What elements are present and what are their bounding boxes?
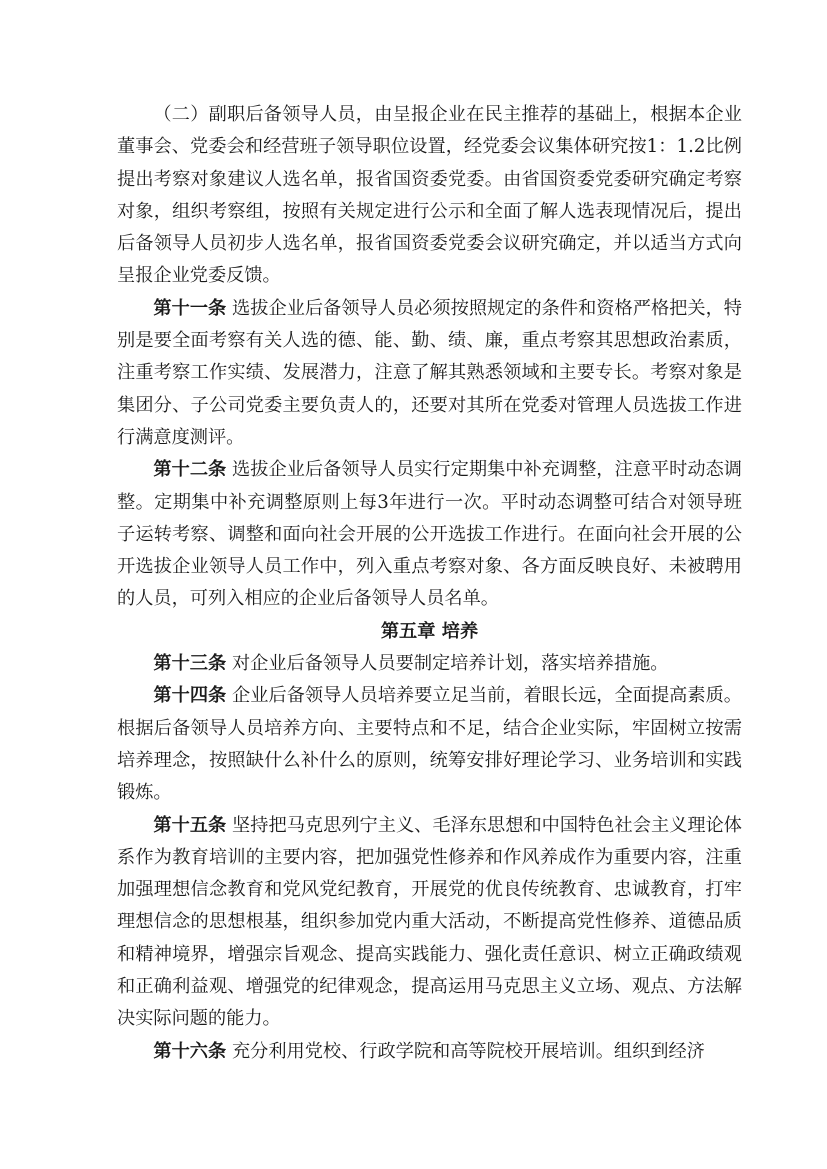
- article-number: 第十二条: [153, 459, 227, 481]
- article-11: [117, 293, 742, 454]
- article-text: 充分利用党校、行政学院和高等院校开展培训。组织到经济: [226, 1040, 705, 1062]
- paragraph-text: （二）副职后备领导人员，由呈报企业在民主推荐的基础上，根据本企业董事会、党委会和经营班子领导职位设置，经党委会议集体研究按1：1.2比例提出考察对象建议人选名单，报省国资委党委。由省国资委党委研究确定考察对象，组织考察组，按照有关规定进行公示和全面了解人选表现情况后，提出后备领导人员初步人选名单，报省国资委党委会议研究确定，并以适当方式向呈报企业党委反馈。: [117, 104, 742, 287]
- article-text: 企业后备领导人员培养要立足当前，着眼长远，全面提高素质。根据后备领导人员培养方向、主要特点和不足，结合企业实际，牢固树立按需培养理念，按照缺什么补什么的原则，统筹安排好理论学习、业务培训和实践锻炼。: [117, 685, 742, 804]
- article-15: [117, 810, 742, 1036]
- article-13: [117, 648, 742, 680]
- article-number: 第十一条: [153, 297, 227, 319]
- document-body: [117, 99, 742, 1068]
- article-number: 第十四条: [153, 685, 227, 707]
- article-16: [117, 1036, 742, 1068]
- article-12: [117, 454, 742, 615]
- article-number: 第十三条: [153, 653, 227, 675]
- article-text: 坚持把马克思列宁主义、毛泽东思想和中国特色社会主义理论体系作为教育培训的主要内容，把加强党性修养和作风养成作为重要内容，注重加强理想信念教育和党风党纪教育，开展党的优良传统教育、忠诚教育，打牢理想信念的思想根基，组织参加党内重大活动，不断提高党性修养、道德品质和精神境界，增强宗旨观念、提高实践能力、强化责任意识、树立正确政绩观和正确利益观、增强党的纪律观念，提高运用马克思主义立场、观点、方法解决实际问题的能力。: [117, 814, 742, 1030]
- article-number: 第十五条: [153, 814, 227, 836]
- paragraph-deputy-reserve: [117, 99, 742, 293]
- article-number: 第十六条: [153, 1040, 227, 1062]
- chapter-heading: 第五章 培养: [380, 620, 479, 642]
- article-text: 选拔企业后备领导人员必须按照规定的条件和资格严格把关，特别是要全面考察有关人选的德、能、勤、绩、廉，重点考察其思想政治素质，注重考察工作实绩、发展潜力，注意了解其熟悉领域和主要专长。考察对象是集团分、子公司党委主要负责人的，还要对其所在党委对管理人员选拔工作进行满意度测评。: [117, 297, 742, 448]
- article-14: [117, 680, 742, 809]
- article-text: 选拔企业后备领导人员实行定期集中补充调整，注意平时动态调整。定期集中补充调整原则上每3年进行一次。平时动态调整可结合对领导班子运转考察、调整和面向社会开展的公开选拔工作进行。在面向社会开展的公开选拔企业领导人员工作中，列入重点考察对象、各方面反映良好、未被聘用的人员，可列入相应的企业后备领导人员名单。: [117, 459, 742, 610]
- article-text: 对企业后备领导人员要制定培养计划，落实培养措施。: [226, 653, 669, 675]
